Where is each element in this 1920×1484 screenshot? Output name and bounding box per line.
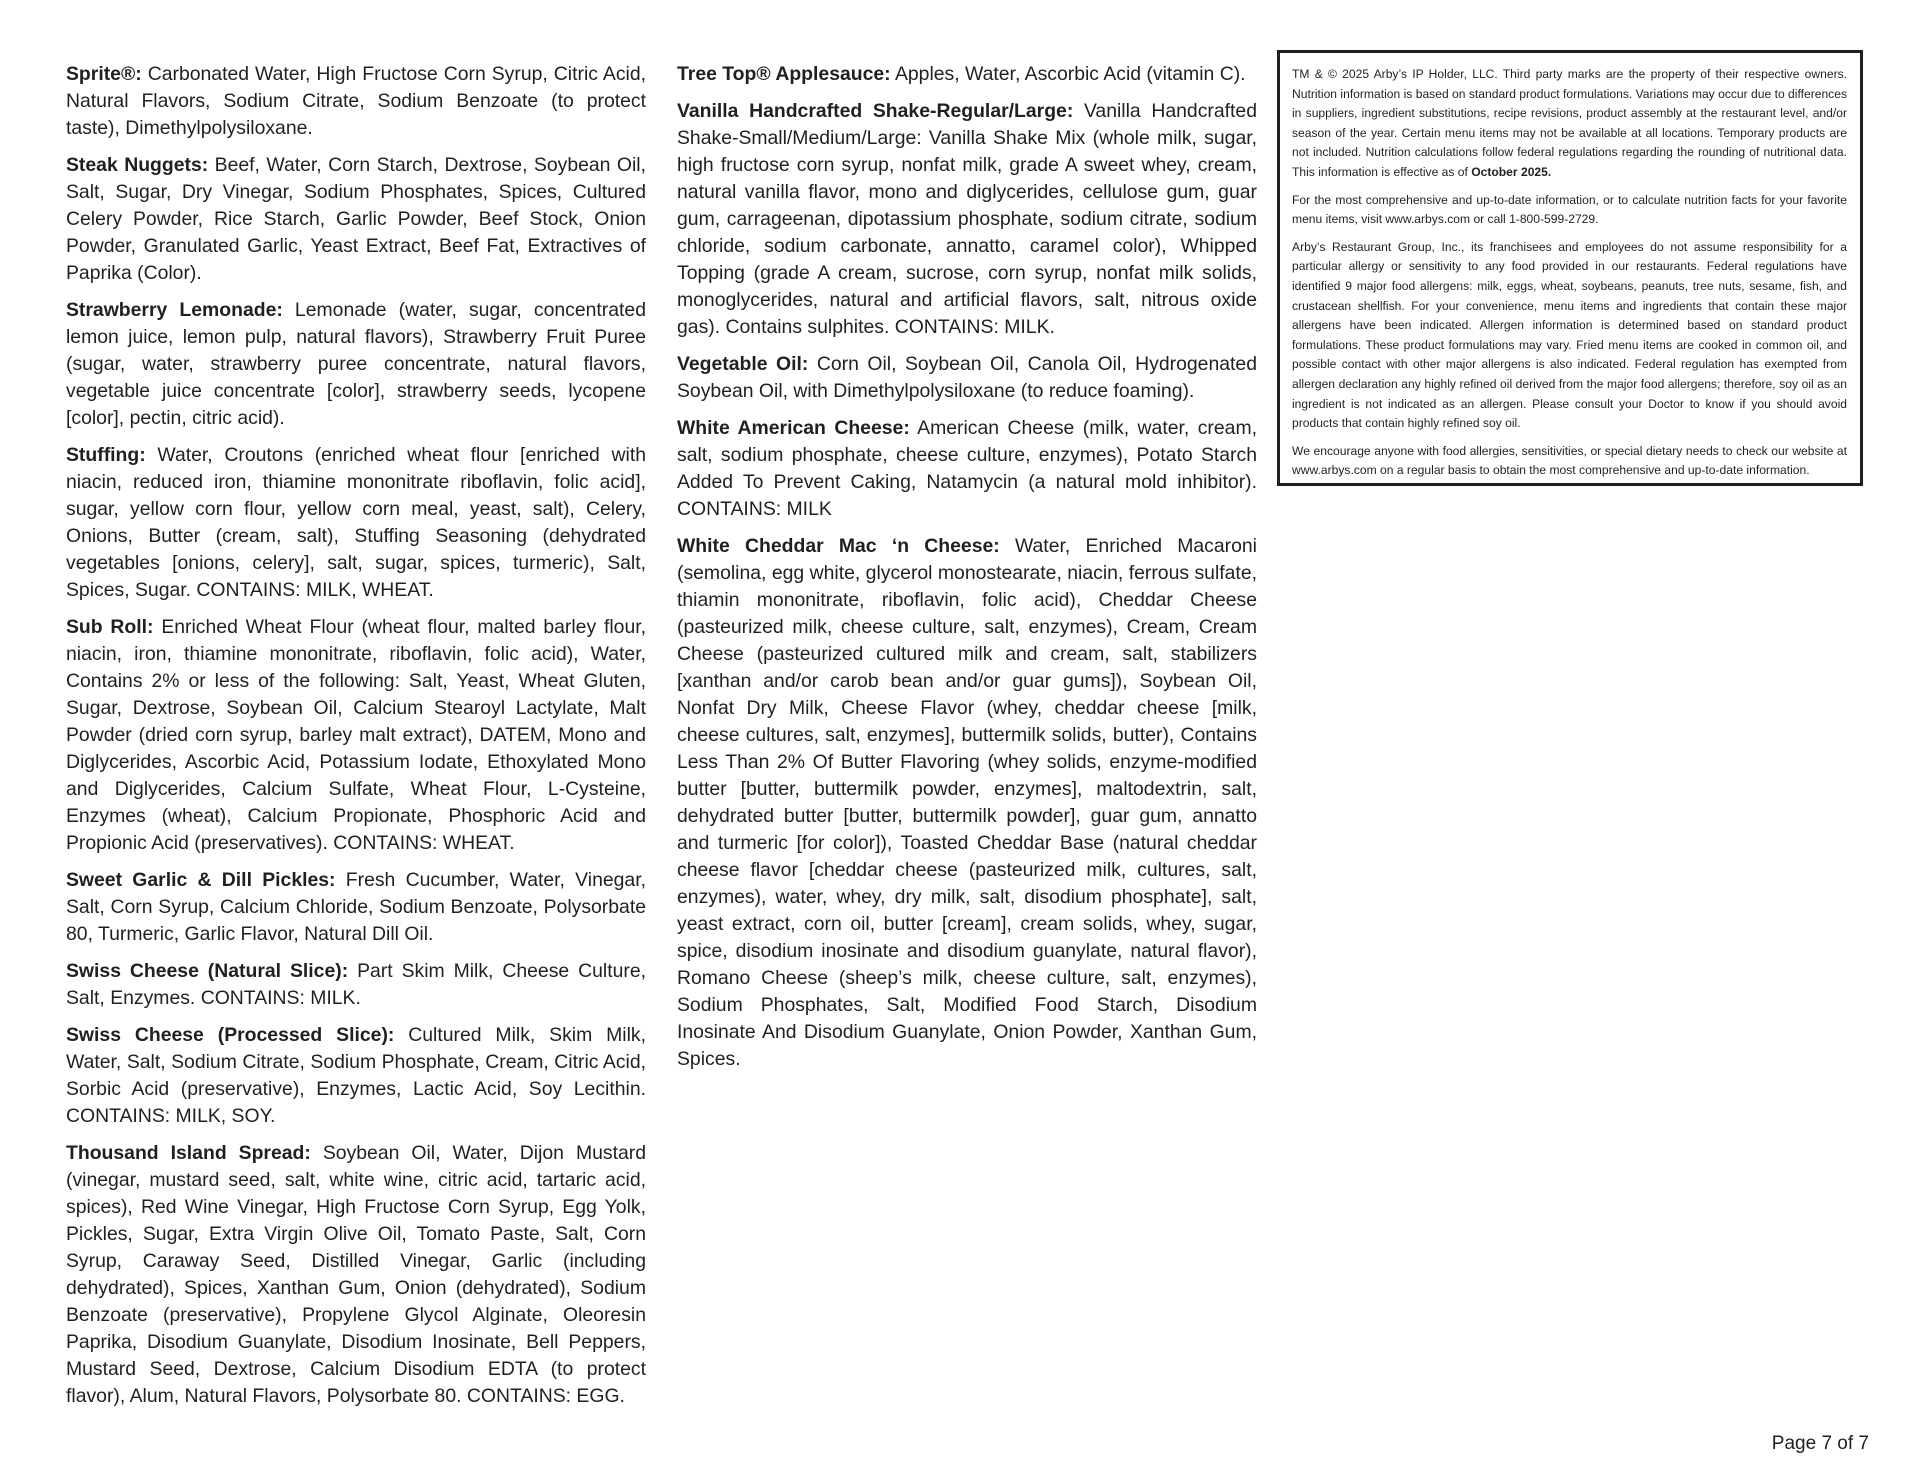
ingredient-list: Vanilla Handcrafted Shake-Small/Medium/Large: Vanilla Shake Mix (whole milk, sugar, high fructose corn syrup, nonfat milk, grade A sweet whey, cream, natural vanilla flavor, mono and diglycerides, cellulose gum, guar gum, carrageenan, dipotassium phosphate, sodium citrate, sodium chloride, sodium carbonate, annatto, caramel color), Whipped Topping (grade A cream, sucrose, corn syrup, nonfat milk solids, monoglycerides, natural and artificial flavors, salt, nitrous oxide gas). Contains sulphites. CONTAINS: MILK. — [677, 100, 1257, 338]
ingredient-name: Vegetable Oil: — [677, 353, 809, 375]
ingredient-list: Apples, Water, Ascorbic Acid (vitamin C). — [890, 63, 1246, 85]
ingredient-list: Beef, Water, Corn Starch, Dextrose, Soybean Oil, Salt, Sugar, Dry Vinegar, Sodium Phosphates, Spices, Cultured Celery Powder, Rice Starch, Garlic Powder, Beef Stock, Onion Powder, Granulated Garlic, Yeast Extract, Beef Fat, Extractives of Paprika (Color). — [66, 154, 646, 284]
left-ingredient-column — [66, 61, 646, 1420]
ingredient-list: Water, Croutons (enriched wheat flour [enriched with niacin, reduced iron, thiamine mononitrate riboflavin, folic acid], sugar, yellow corn flour, yellow corn meal, yeast, salt), Celery, Onions, Butter (cream, salt), Stuffing Seasoning (dehydrated vegetables [onions, celery], salt, sugar, spices, turmeric), Salt, Spices, Sugar. CONTAINS: MILK, WHEAT. — [66, 444, 646, 601]
ingredient-name: Swiss Cheese (Processed Slice): — [66, 1024, 395, 1046]
ingredient-list: Corn Oil, Soybean Oil, Canola Oil, Hydrogenated Soybean Oil, with Dimethylpolysiloxane (to reduce foaming). — [677, 353, 1257, 402]
ingredient-list: Cultured Milk, Skim Milk, Water, Salt, Sodium Citrate, Sodium Phosphate, Cream, Citric Acid, Sorbic Acid (preservative), Enzymes, Lactic Acid, Soy Lecithin. CONTAINS: MILK, SOY. — [66, 1024, 646, 1127]
ingredient-name: Strawberry Lemonade: — [66, 299, 283, 321]
ingredient-entry — [66, 152, 646, 287]
allergen-disclaimer: Arby’s Restaurant Group, Inc., its franchisees and employees do not assume responsibility for a particular allergy or sensitivity to any food provided in our restaurants. Federal regulations have identified 9 major food allergens: milk, eggs, wheat, soybeans, peanuts, tree nuts, sesame, fish, and crustacean shellfish. For your convenience, menu items and ingredients that contain these major allergens have been indicated. Allergen information is determined based on standard product formulations. These product formulations may vary. Fried menu items are cooked in common oil, and possible contact with other major allergens is also indicated. Federal regulation has exempted from allergen declaration any highly refined oil derived from the major food allergens; therefore, soy oil as an ingredient is not indicated as an allergen. Please consult your Doctor to know if you should avoid products that contain highly refined soy oil. — [1292, 239, 1847, 431]
ingredient-entry — [677, 98, 1257, 341]
page-number: Page 7 of 7 — [1771, 1433, 1869, 1454]
ingredient-entry — [677, 61, 1257, 88]
ingredient-name: Steak Nuggets: — [66, 154, 209, 176]
ingredient-list: Carbonated Water, High Fructose Corn Syrup, Citric Acid, Natural Flavors, Sodium Citrate, Sodium Benzoate (to protect taste), Dimethylpolysiloxane. — [66, 63, 646, 139]
ingredient-name: Tree Top® Applesauce: — [677, 63, 891, 85]
trademark-text: TM & © 2025 Arby’s IP Holder, LLC. Third party marks are the property of their respective owners. Nutrition information is based on standard product formulations. Variations may occur due to differences in suppliers, ingredient substitutions, recipe revisions, product assembly at the restaurant level, and/or season of the year. Certain menu items may not be available at all locations. Temporary products are not included. Nutrition calculations follow federal regulations regarding the rounding of nutritional data. This information is effective as of — [1292, 67, 1847, 179]
ingredient-entry — [66, 958, 646, 1012]
ingredient-name: Sub Roll: — [66, 616, 154, 638]
ingredient-name: White American Cheese: — [677, 417, 910, 439]
ingredient-name: Thousand Island Spread: — [66, 1142, 311, 1164]
ingredient-entry — [66, 867, 646, 948]
ingredient-list: Enriched Wheat Flour (wheat flour, malted barley flour, niacin, iron, thiamine mononitrate, riboflavin, folic acid), Water, Contains 2% or less of the following: Salt, Yeast, Wheat Gluten, Sugar, Dextrose, Soybean Oil, Calcium Stearoyl Lactylate, Malt Powder (dried corn syrup, barley malt extract), DATEM, Mono and Diglycerides, Ascorbic Acid, Potassium Iodate, Ethoxylated Mono and Diglycerides, Calcium Sulfate, Wheat Flour, L-Cysteine, Enzymes (wheat), Calcium Propionate, Phosphoric Acid and Propionic Acid (preservatives). CONTAINS: WHEAT. — [66, 616, 647, 854]
ingredient-entry — [66, 1140, 646, 1410]
ingredient-list: Fresh Cucumber, Water, Vinegar, Salt, Corn Syrup, Calcium Chloride, Sodium Benzoate, Polysorbate 80, Turmeric, Garlic Flavor, Natural Dill Oil. — [66, 869, 646, 945]
ingredient-entry — [66, 1022, 646, 1130]
ingredient-list: Water, Enriched Macaroni (semolina, egg white, glycerol monostearate, niacin, ferrous sulfate, thiamin mononitrate, riboflavin, folic acid), Cheddar Cheese (pasteurized milk, cheese culture, salt, enzymes), Cream, Cream Cheese (pasteurized cultured milk and cream, salt, stabilizers [xanthan and/or carob bean and/or guar gums]), Soybean Oil, Nonfat Dry Milk, Cheese Flavor (whey, cheddar cheese [milk, cheese cultures, salt, enzymes], buttermilk solids, butter), Contains Less Than 2% Of Butter Flavoring (whey solids, enzyme-modified butter [butter, buttermilk powder, enzymes], maltodextrin, salt, dehydrated butter [butter, buttermilk powder], guar gum, annatto and turmeric [for color]), Toasted Cheddar Base (natural cheddar cheese flavor [cheddar cheese (pasteurized milk, cultures, salt, enzymes), water, whey, dry milk, salt, disodium phosphate], salt, yeast extract, corn oil, butter [cream], cream solids, whey, sugar, spice, disodium inosinate and disodium guanylate, natural flavor), Romano Cheese (sheep’s milk, cheese culture, salt, enzymes), Sodium Phosphates, Salt, Modified Food Starch, Disodium Inosinate And Disodium Guanylate, Onion Powder, Xanthan Gum, Spices. — [677, 535, 1257, 1070]
ingredient-entry — [66, 61, 646, 142]
ingredient-entry — [66, 442, 646, 604]
ingredient-entry — [677, 533, 1257, 1073]
effective-date: October 2025. — [1471, 164, 1552, 179]
ingredient-name: Stuffing: — [66, 444, 146, 466]
ingredient-entry — [677, 415, 1257, 523]
ingredient-entry — [677, 351, 1257, 405]
ingredient-name: Vanilla Handcrafted Shake-Regular/Large: — [677, 100, 1074, 122]
ingredient-name: Sprite®: — [66, 63, 142, 85]
legal-notice-box — [1277, 50, 1863, 486]
ingredient-list: American Cheese (milk, water, cream, salt, sodium phosphate, cheese culture, enzymes), Potato Starch Added To Prevent Caking, Natamycin (a natural mold inhibitor). CONTAINS: MILK — [677, 417, 1257, 520]
ingredient-entry — [66, 614, 646, 857]
ingredient-list: Soybean Oil, Water, Dijon Mustard (vinegar, mustard seed, salt, white wine, citric acid, tartaric acid, spices), Red Wine Vinegar, High Fructose Corn Syrup, Egg Yolk, Pickles, Sugar, Extra Virgin Olive Oil, Tomato Paste, Salt, Corn Syrup, Caraway Seed, Distilled Vinegar, Garlic (including dehydrated), Spices, Xanthan Gum, Onion (dehydrated), Sodium Benzoate (preservative), Propylene Glycol Alginate, Oleoresin Paprika, Disodium Guanylate, Disodium Inosinate, Bell Peppers, Mustard Seed, Dextrose, Calcium Disodium EDTA (to protect flavor), Alum, Natural Flavors, Polysorbate 80. CONTAINS: EGG. — [66, 1142, 647, 1407]
contact-info-notice: For the most comprehensive and up-to-date information, or to calculate nutrition facts for your favorite menu items, visit www.arbys.com or call 1-800-599-2729. — [1292, 192, 1847, 227]
ingredient-list: Part Skim Milk, Cheese Culture, Salt, Enzymes. CONTAINS: MILK. — [66, 960, 646, 1009]
trademark-notice — [1292, 65, 1847, 183]
ingredient-name: Sweet Garlic & Dill Pickles: — [66, 869, 336, 891]
ingredient-entry — [66, 297, 646, 432]
ingredient-name: White Cheddar Mac ‘n Cheese: — [677, 535, 1000, 557]
ingredient-list: Lemonade (water, sugar, concentrated lemon juice, lemon pulp, natural flavors), Strawberry Fruit Puree (sugar, water, strawberry puree concentrate, natural flavors, vegetable juice concentrate [color], strawberry seeds, lycopene [color], pectin, citric acid). — [66, 299, 646, 429]
ingredient-name: Swiss Cheese (Natural Slice): — [66, 960, 349, 982]
website-encouragement: We encourage anyone with food allergies, sensitivities, or special dietary needs to check our website at www.arbys.com on a regular basis to obtain the most comprehensive and up-to-date information. — [1292, 443, 1847, 478]
middle-ingredient-column — [677, 61, 1257, 1083]
